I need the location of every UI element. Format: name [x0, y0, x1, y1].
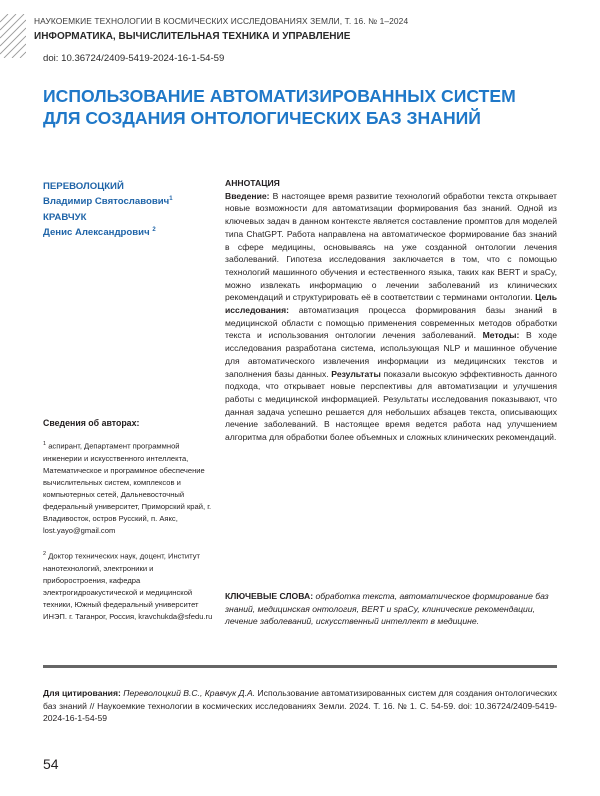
- title-line-2: ДЛЯ СОЗДАНИЯ ОНТОЛОГИЧЕСКИХ БАЗ ЗНАНИЙ: [43, 108, 481, 128]
- article-title: [43, 85, 563, 129]
- keywords-label: КЛЮЧЕВЫЕ СЛОВА:: [225, 591, 314, 601]
- goal-label: Цель исследования:: [225, 292, 557, 316]
- author-2-mark: 2: [152, 227, 156, 233]
- affiliation-1: $^1$ аспирант, Департамент программной инженерии и искусственного интеллекта, Математическое и программное обеспечение вычислительных систем, комплексов и компьютерных сетей, Дальневосточный федеральный университет, Приморский край, г. Владивосток, остров Русский, п. Аякс, lost.yayo@gmail.com: [43, 441, 212, 535]
- methods-text: В ходе исследования разработана система, использующая NLP и машинное обучение для автоматического извлечения информации из медицинских текстов и заполнения базы данных.: [225, 330, 558, 379]
- citation-label: Для цитирования:: [43, 688, 121, 698]
- abstract: [225, 177, 557, 444]
- author-2-given-name: Денис Александрович $^2$: [43, 227, 156, 239]
- author-2-surname: КРАВЧУК: [43, 212, 87, 223]
- goal-text: автоматизация процесса формирования базы знаний в медицинской области с помощью применения современных методов обработки текста и использования онтологии лечения заболеваний.: [225, 305, 557, 341]
- doi: doi: 10.36724/2409-5419-2024-16-1-54-59: [43, 53, 225, 64]
- results-text: показали высокую эффективность данного подхода, что открывает новые перспективы для автоматизации и улучшения работы с медицинской информацией. Результаты исследования показывают, что данная задача успешно решается для небольших абзацев текста, описывающих лечение заболеваний. В настоящее время ведется работа над улучшением алгоритма для обработки более объемных и сложных клинических рекомендаций.: [225, 368, 557, 443]
- author-info-heading: Сведения об авторах:: [43, 418, 140, 428]
- keywords-text: обработка текста, автоматическое формирование баз знаний, медицинская онтология, BERT и spaCy, клинические рекомендации, лечение заболеваний, искусственный интеллект в медицине.: [225, 591, 549, 627]
- journal-header: НАУКОЕМКИЕ ТЕХНОЛОГИИ В КОСМИЧЕСКИХ ИССЛЕДОВАНИЯХ ЗЕМЛИ, Т. 16. № 1–2024: [34, 16, 409, 26]
- author-1: [43, 181, 173, 208]
- divider: [43, 665, 557, 668]
- intro-text: В настоящее время развитие технологий обработки текста открывает новые возможности для автоматизации формирования баз знаний. Одной из ключевых задач в данном контексте является составление промптов для моделей типа ChatGPT. Работа направлена на автоматическое формирование баз знаний в сфере медицины, основываясь на уже созданной онтологии лечения заболеваний. Гипотеза исследования заключается в том, что с помощью технологий машинного обучения и естественного языка, таких как BERT и spaCy, можно извлекать информацию о лечении заболеваний из клинических рекомендаций и структурировать её в соответствии с терминами онтологии.: [225, 190, 557, 303]
- citation-text: Использование автоматизированных систем для создания онтологических баз знаний // Наукоемкие технологии в космических исследованиях Земли. 2024. Т. 16. № 1. С. 54-59. doi: 10.36724/2409-5419-2024-16-1-54-59: [43, 688, 557, 724]
- citation-authors: Переволоцкий В.С., Кравчук Д.А.: [120, 688, 256, 698]
- citation: [43, 687, 557, 725]
- author-1-given-name: Владимир Святославович$^1$: [43, 196, 173, 208]
- affiliation-2: $^2$ Доктор технических наук, доцент, Институт нанотехнологий, электроники и приборостроения, кафедра электрогидроакустической и медицинской техники, Южный федеральный университет ИНЭП. г. Таганрог, Россия, kravchukda@sfedu.ru: [43, 551, 213, 621]
- author-2: [43, 212, 156, 239]
- title-line-1: ИСПОЛЬЗОВАНИЕ АВТОМАТИЗИРОВАННЫХ СИСТЕМ: [43, 86, 516, 106]
- intro-label: Введение:: [225, 190, 270, 201]
- page-number: 54: [43, 756, 59, 772]
- author-1-surname: ПЕРЕВОЛОЦКИЙ: [43, 181, 124, 192]
- keywords: [225, 590, 557, 628]
- abstract-heading: АННОТАЦИЯ: [225, 178, 280, 188]
- section-header: ИНФОРМАТИКА, ВЫЧИСЛИТЕЛЬНАЯ ТЕХНИКА И УПРАВЛЕНИЕ: [34, 31, 351, 42]
- methods-label: Методы:: [482, 330, 520, 341]
- results-label: Результаты: [331, 368, 381, 379]
- author-1-mark: 1: [169, 196, 173, 202]
- hatch-decoration: [0, 14, 26, 58]
